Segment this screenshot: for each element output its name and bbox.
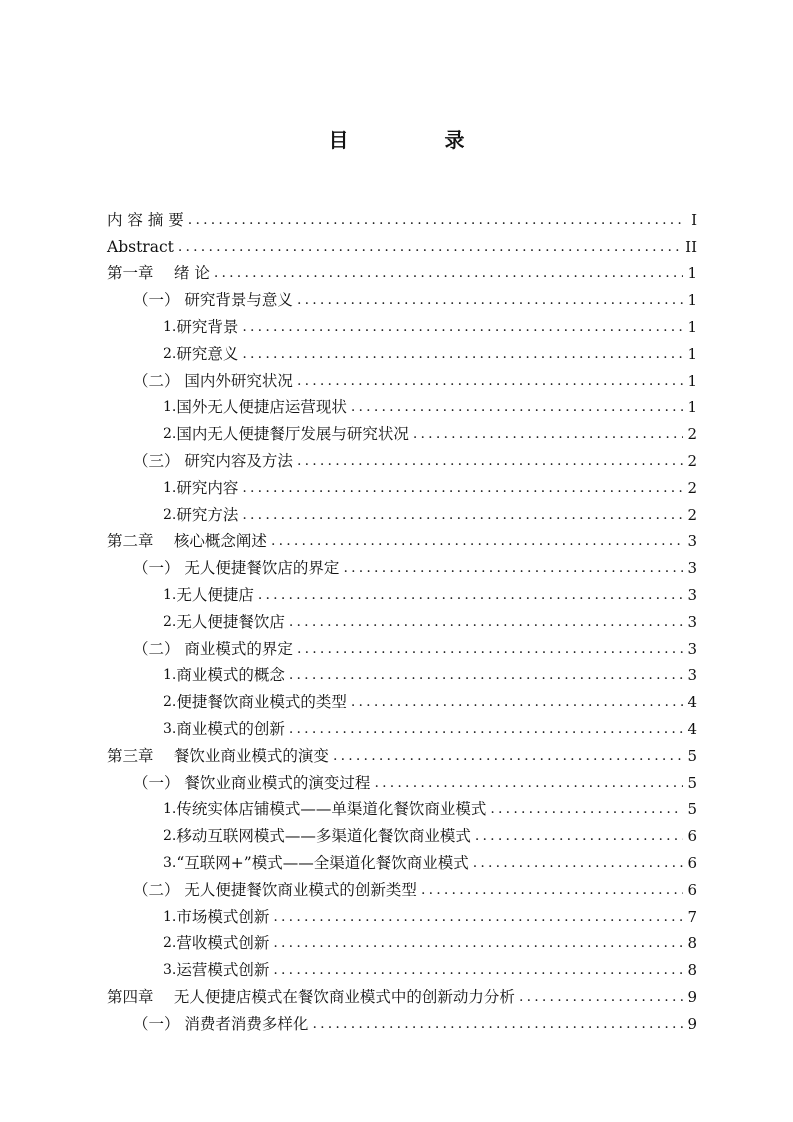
toc-entry-label: 研究背景	[176, 317, 239, 336]
dot-leader	[297, 371, 683, 391]
toc-entry[interactable]	[107, 793, 697, 820]
toc-entry-page: 9	[687, 1014, 697, 1033]
dot-leader	[289, 719, 683, 739]
dot-leader	[312, 1014, 683, 1034]
dot-leader	[490, 799, 683, 819]
toc-entry-label: 研究意义	[176, 344, 239, 363]
toc-entry-page: 3	[687, 639, 697, 658]
dot-leader	[273, 960, 683, 980]
dot-leader	[343, 558, 683, 578]
toc-entry-page: 1	[687, 264, 697, 283]
toc-entry-label: 商业模式的概念	[176, 666, 285, 685]
dot-leader	[473, 853, 683, 873]
dot-leader	[475, 826, 683, 846]
toc-entry-label: （一） 无人便捷餐饮店的界定	[133, 559, 340, 578]
toc-entry-page: 1	[687, 291, 697, 310]
toc-entry-number: 2.	[163, 345, 177, 362]
toc-entry-number: 1.	[163, 479, 177, 496]
dot-leader	[289, 665, 683, 685]
dot-leader	[188, 210, 683, 230]
toc-entry-page: I	[691, 210, 697, 229]
toc-entry[interactable]	[107, 846, 697, 873]
toc-entry[interactable]	[107, 498, 697, 525]
toc-entry-page: 5	[687, 746, 697, 765]
toc-entry-label: 国内无人便捷餐厅发展与研究状况	[176, 425, 409, 444]
toc-entry-page: 1	[687, 317, 697, 336]
toc-entry-number: 3.	[163, 962, 177, 979]
toc-entry[interactable]	[107, 444, 697, 471]
toc-entry-page: 3	[687, 559, 697, 578]
toc-entry[interactable]	[107, 873, 697, 900]
toc-entry-page: 6	[687, 827, 697, 846]
dot-leader	[297, 290, 683, 310]
toc-entry-number: 2.	[163, 935, 177, 952]
toc-entry-label: （一） 餐饮业商业模式的演变过程	[133, 773, 371, 792]
toc-entry-number: 2.	[163, 426, 177, 443]
toc-entry-page: 2	[687, 451, 697, 470]
toc-entry-label: 研究方法	[176, 505, 239, 524]
toc-entry-label: 第三章 餐饮业商业模式的演变	[107, 746, 329, 765]
toc-entry-label: 研究内容	[176, 478, 239, 497]
toc-entry-number: 1.	[163, 318, 177, 335]
toc-entry-page: 2	[687, 425, 697, 444]
dot-leader	[421, 880, 683, 900]
toc-entry-label: （二） 无人便捷餐饮商业模式的创新类型	[133, 880, 417, 899]
toc-entry[interactable]	[107, 819, 697, 846]
toc-entry[interactable]	[107, 605, 697, 632]
dot-leader	[374, 773, 683, 793]
toc-entry-label: 商业模式的创新	[176, 719, 285, 738]
toc-entry-page: 1	[687, 344, 697, 363]
toc-entry[interactable]	[107, 310, 697, 337]
toc-entry[interactable]	[107, 766, 697, 793]
toc-entry[interactable]	[107, 257, 697, 284]
toc-entry-label: 市场模式创新	[176, 907, 270, 926]
dot-leader	[351, 692, 683, 712]
dot-leader	[242, 317, 683, 337]
toc-entry-page: 3	[687, 585, 697, 604]
dot-leader	[351, 397, 683, 417]
toc-entry-number: 1.	[163, 908, 177, 925]
toc-entry-page: 3	[687, 612, 697, 631]
toc-entry[interactable]	[107, 927, 697, 954]
toc-entry[interactable]	[107, 953, 697, 980]
toc-entry-label: （三） 研究内容及方法	[133, 451, 293, 470]
toc-entry-page: II	[685, 237, 697, 256]
toc-entry-label: Abstract	[107, 237, 174, 256]
toc-entry[interactable]	[107, 900, 697, 927]
toc-entry-label: 移动互联网模式——多渠道化餐饮商业模式	[176, 827, 471, 846]
dot-leader	[297, 639, 683, 659]
toc-entry[interactable]	[107, 739, 697, 766]
toc-entry[interactable]	[107, 525, 697, 552]
toc-entry-page: 8	[687, 961, 697, 980]
table-of-contents	[107, 203, 697, 1034]
toc-entry-page: 4	[687, 719, 697, 738]
dot-leader	[333, 746, 683, 766]
toc-entry-page: 3	[687, 532, 697, 551]
dot-leader	[271, 531, 683, 551]
toc-entry-number: 1.	[163, 586, 177, 603]
toc-entry[interactable]	[107, 230, 697, 257]
toc-entry[interactable]	[107, 659, 697, 686]
toc-entry-label: 内 容 摘 要	[107, 210, 184, 229]
toc-entry-page: 4	[687, 693, 697, 712]
dot-leader	[273, 933, 683, 953]
toc-entry-label: 传统实体店铺模式——单渠道化餐饮商业模式	[176, 800, 487, 819]
toc-entry-number: 3.	[163, 854, 177, 871]
toc-entry-page: 7	[687, 907, 697, 926]
toc-entry[interactable]	[107, 203, 697, 230]
toc-entry-label: （一） 研究背景与意义	[133, 291, 293, 310]
toc-entry-label: （二） 国内外研究状况	[133, 371, 293, 390]
toc-entry[interactable]	[107, 364, 697, 391]
dot-leader	[289, 612, 683, 632]
toc-entry-page: 1	[687, 371, 697, 390]
toc-entry-number: 1.	[163, 667, 177, 684]
dot-leader	[413, 424, 683, 444]
toc-entry-page: 1	[687, 398, 697, 417]
toc-entry-page: 9	[687, 987, 697, 1006]
toc-entry-number: 3.	[163, 720, 177, 737]
toc-entry-page: 5	[687, 800, 697, 819]
toc-entry[interactable]	[107, 283, 697, 310]
toc-entry-number: 2.	[163, 694, 177, 711]
dot-leader	[273, 907, 683, 927]
dot-leader	[214, 263, 683, 283]
dot-leader	[242, 505, 683, 525]
dot-leader	[519, 987, 683, 1007]
toc-entry-number: 2.	[163, 828, 177, 845]
toc-entry[interactable]	[107, 417, 697, 444]
toc-entry[interactable]	[107, 578, 697, 605]
toc-entry-page: 5	[687, 773, 697, 792]
toc-entry[interactable]	[107, 685, 697, 712]
dot-leader	[178, 237, 681, 257]
toc-entry[interactable]	[107, 471, 697, 498]
toc-entry-number: 2.	[163, 506, 177, 523]
toc-entry[interactable]	[107, 391, 697, 418]
toc-entry-label: 便捷餐饮商业模式的类型	[176, 693, 347, 712]
toc-entry-page: 6	[687, 880, 697, 899]
toc-entry-label: （二） 商业模式的界定	[133, 639, 293, 658]
dot-leader	[242, 344, 683, 364]
toc-entry-label: “互联网+”模式——全渠道化餐饮商业模式	[176, 853, 469, 872]
toc-entry-label: 营收模式创新	[176, 934, 270, 953]
toc-entry[interactable]	[107, 337, 697, 364]
toc-entry[interactable]	[107, 632, 697, 659]
toc-entry[interactable]	[107, 551, 697, 578]
toc-entry[interactable]	[107, 712, 697, 739]
toc-entry-page: 8	[687, 934, 697, 953]
toc-entry-page: 2	[687, 505, 697, 524]
toc-entry-label: 第一章 绪 论	[107, 264, 210, 283]
toc-entry[interactable]	[107, 1007, 697, 1034]
toc-entry-label: 第二章 核心概念阐述	[107, 532, 267, 551]
toc-entry-label: 国外无人便捷店运营现状	[176, 398, 347, 417]
toc-entry-number: 2.	[163, 613, 177, 630]
toc-entry[interactable]	[107, 980, 697, 1007]
toc-entry-page: 3	[687, 666, 697, 685]
dot-leader	[297, 451, 683, 471]
dot-leader	[258, 585, 683, 605]
toc-entry-page: 2	[687, 478, 697, 497]
toc-entry-number: 1.	[163, 399, 177, 416]
page-title: 目 录	[328, 128, 503, 152]
toc-entry-label: 无人便捷店	[176, 585, 254, 604]
toc-entry-label: 运营模式创新	[176, 961, 270, 980]
toc-entry-number: 1.	[163, 801, 177, 818]
toc-entry-label: 无人便捷餐饮店	[176, 612, 285, 631]
toc-entry-page: 6	[687, 853, 697, 872]
dot-leader	[242, 478, 683, 498]
toc-entry-label: （一） 消费者消费多样化	[133, 1014, 309, 1033]
toc-entry-label: 第四章 无人便捷店模式在餐饮商业模式中的创新动力分析	[107, 987, 515, 1006]
